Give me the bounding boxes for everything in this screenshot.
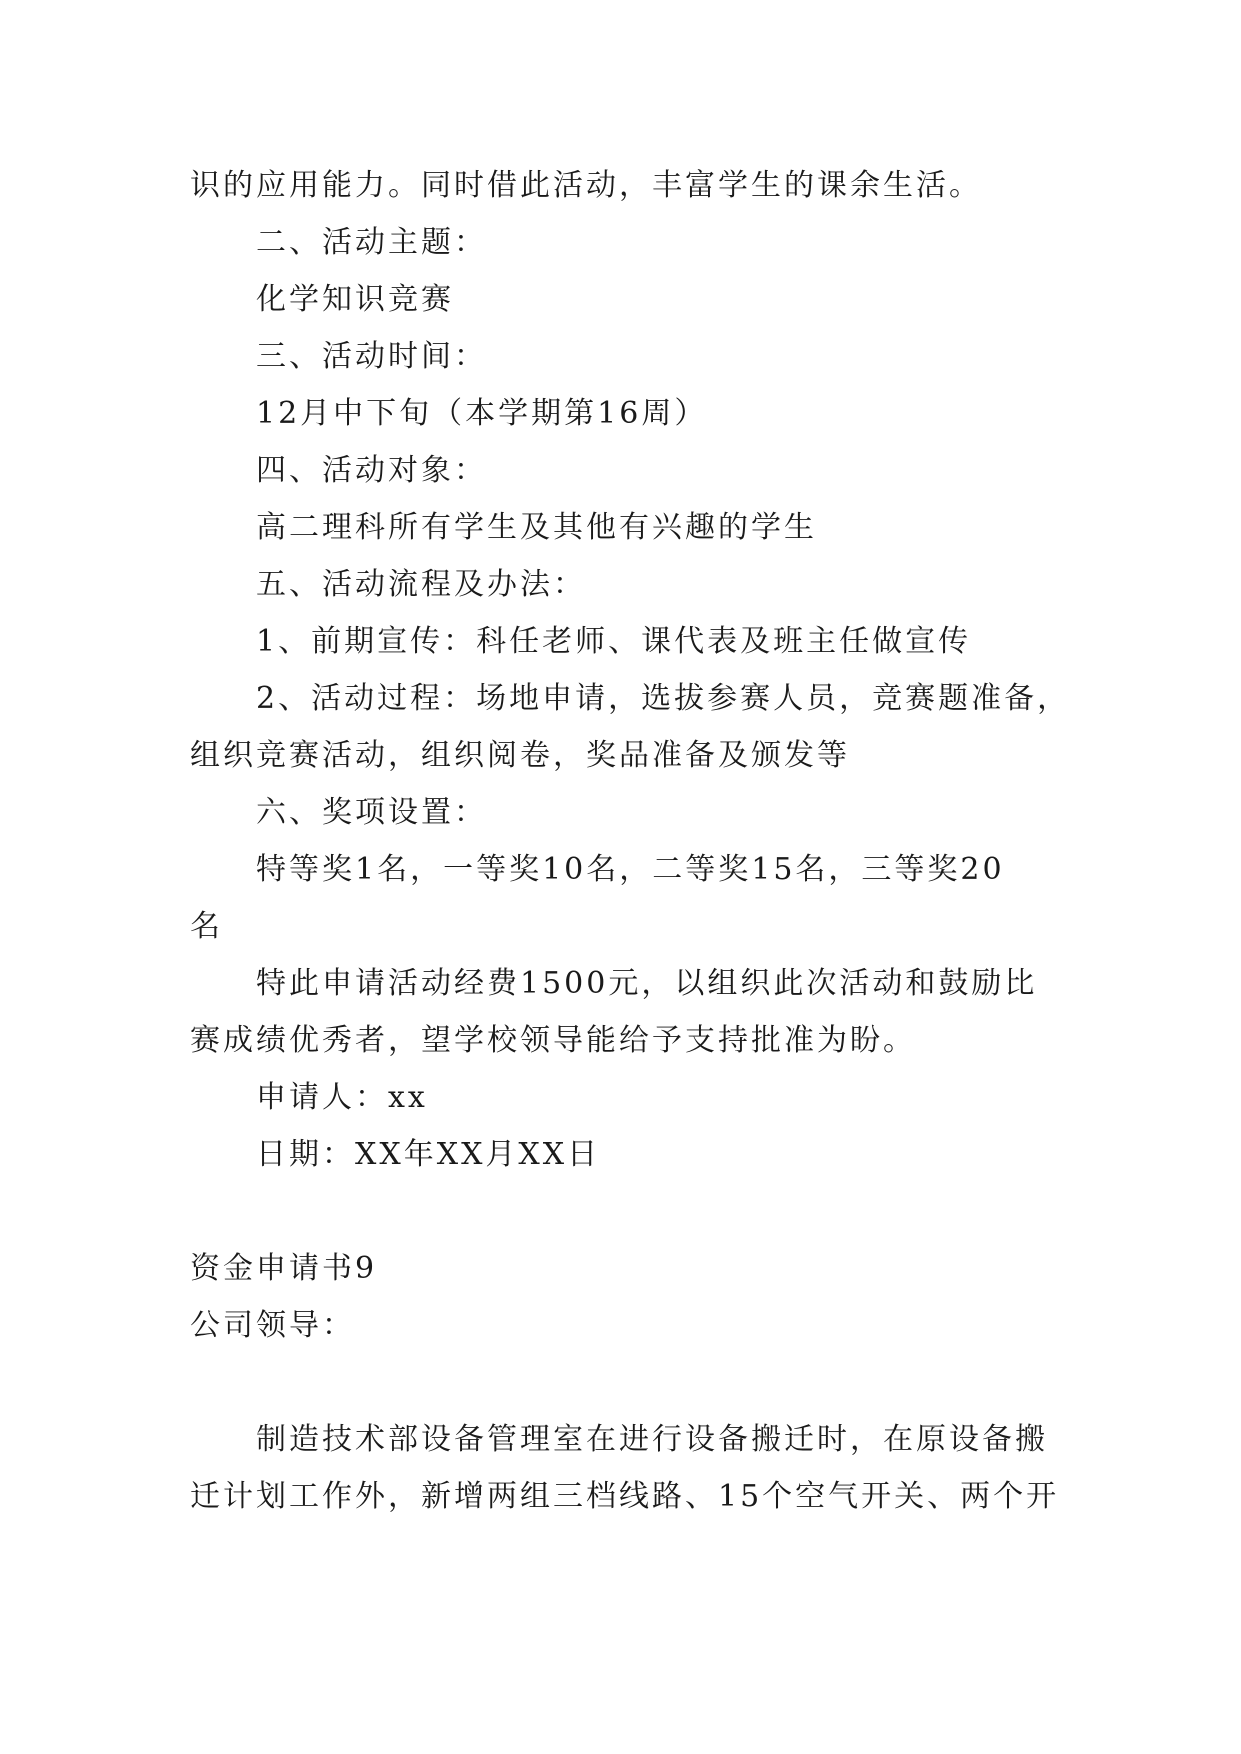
salutation: 公司领导： xyxy=(190,1308,355,1343)
section-heading-target: 四、活动对象： xyxy=(256,453,487,488)
paragraph-line: 2、活动过程：场地申请，选拔参赛人员，竞赛题准备， xyxy=(256,681,1071,716)
paragraph-line: 12月中下旬（本学期第16周） xyxy=(256,396,708,431)
paragraph-line: 组织竞赛活动，组织阅卷，奖品准备及颁发等 xyxy=(190,738,850,773)
section-heading-awards: 六、奖项设置： xyxy=(256,795,487,830)
paragraph-line: 迁计划工作外，新增两组三档线路、15个空气开关、两个开 xyxy=(190,1479,1060,1514)
paragraph-line: 1、前期宣传：科任老师、课代表及班主任做宣传 xyxy=(256,624,972,659)
document-title: 资金申请书9 xyxy=(190,1251,378,1286)
section-heading-process: 五、活动流程及办法： xyxy=(256,567,586,602)
paragraph-line: 化学知识竞赛 xyxy=(256,282,454,317)
paragraph-line: 赛成绩优秀者，望学校领导能给予支持批准为盼。 xyxy=(190,1023,916,1058)
date-line: 日期：XX年XX月XX日 xyxy=(256,1137,601,1172)
paragraph-line: 特等奖1名，一等奖10名，二等奖15名，三等奖20 xyxy=(256,852,1005,887)
paragraph-line: 高二理科所有学生及其他有兴趣的学生 xyxy=(256,510,817,545)
paragraph-line: 识的应用能力。同时借此活动，丰富学生的课余生活。 xyxy=(190,168,982,203)
section-heading-theme: 二、活动主题： xyxy=(256,225,487,260)
paragraph-line: 制造技术部设备管理室在进行设备搬迁时，在原设备搬 xyxy=(256,1422,1048,1457)
paragraph-line: 特此申请活动经费1500元，以组织此次活动和鼓励比 xyxy=(256,966,1038,1001)
applicant-line: 申请人：xx xyxy=(256,1080,428,1115)
section-heading-time: 三、活动时间： xyxy=(256,339,487,374)
paragraph-line: 名 xyxy=(190,909,223,944)
